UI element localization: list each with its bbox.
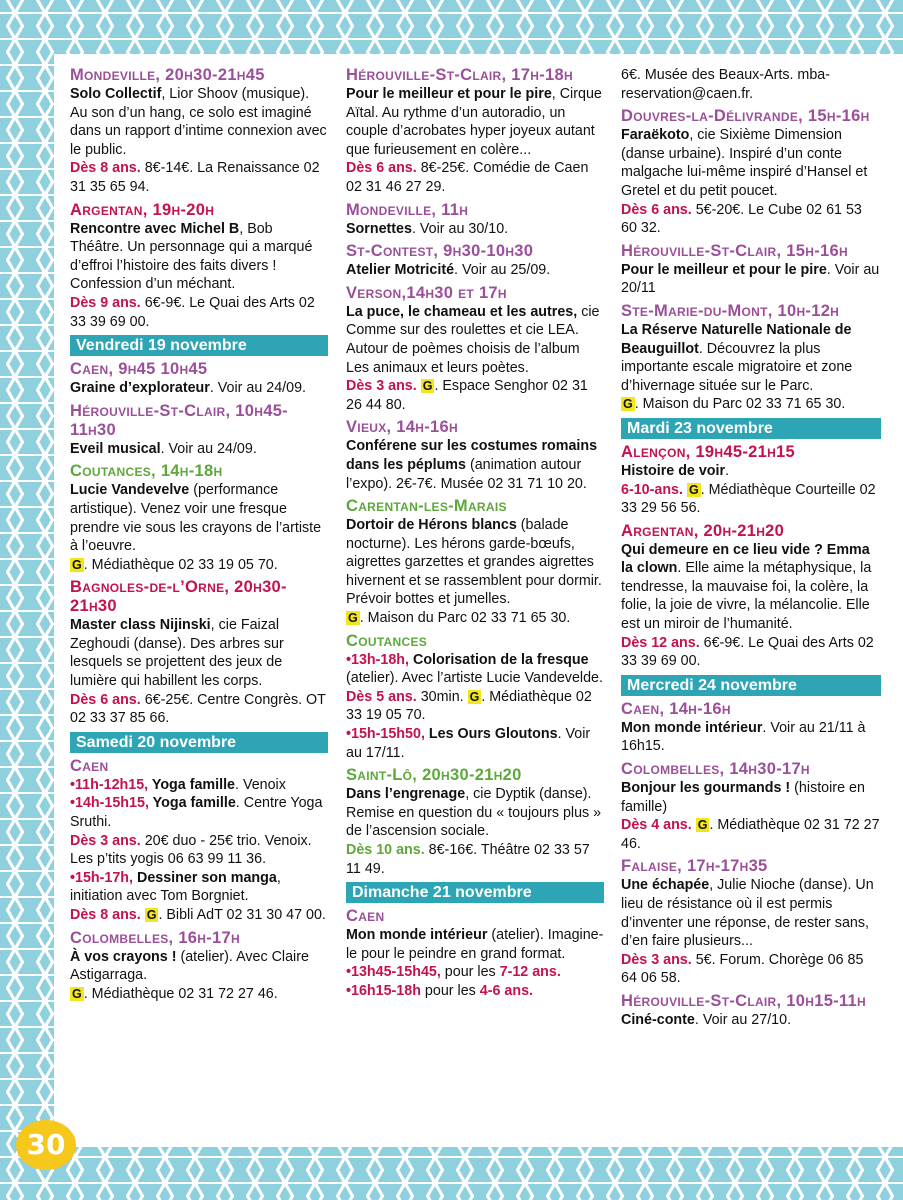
event-heading: Caen <box>70 756 109 775</box>
event-text <box>70 481 328 574</box>
event-description: , Bob Théâtre. Un personnage qui a marqué d’effroi l’histoire des faits divers ! Confession d’un méchant. <box>70 220 313 293</box>
event-info: 5€-20€. Le Cube 02 61 53 60 32. <box>621 201 862 237</box>
event-description: . Venoix <box>235 776 286 793</box>
event-text <box>621 541 881 671</box>
event-title: Yoga famille <box>148 776 235 793</box>
event-title: Graine d’explorateur <box>70 380 210 397</box>
event-entry <box>621 522 881 671</box>
event-heading: Caen <box>346 907 385 926</box>
age-label: Dès 3 ans. <box>346 378 417 395</box>
event-title: Bonjour les gourmands ! <box>621 780 791 797</box>
event-heading: Caen, 9h45 10h45 <box>70 360 208 379</box>
day-header-saturday: Samedi 20 novembre <box>70 732 328 753</box>
event-text <box>621 126 881 238</box>
event-entry <box>621 242 881 298</box>
agenda-page <box>54 54 903 1147</box>
age-label: Dès 10 ans. <box>346 842 425 858</box>
event-description: , Julie Nioche (danse). Un lieu de résistance où il est permis d’inventer une réponse, de rester sans, d’en faire plusieurs... <box>621 877 874 950</box>
event-heading: Alençon, 19h45-21h15 <box>621 442 795 461</box>
event-info: . Maison du Parc 02 33 71 65 30. <box>359 610 571 627</box>
event-info: . Médiathèque 02 33 19 05 70. <box>83 556 278 573</box>
event-title: Atelier Motricité <box>346 262 455 279</box>
event-text <box>346 785 604 878</box>
event-description: . Voir au 25/09. <box>454 262 551 279</box>
event-text <box>346 926 604 1000</box>
event-title: Sornettes <box>346 220 412 237</box>
event-text <box>621 321 881 414</box>
event-entry <box>346 242 604 280</box>
event-description: . Centre Yoga Sruthi. <box>70 795 323 831</box>
event-description: . Voir au 27/10. <box>694 1011 792 1028</box>
event-entry <box>621 107 881 238</box>
event-title: Histoire de voir <box>621 462 726 479</box>
event-text <box>346 651 604 763</box>
event-text <box>70 440 328 459</box>
age-label: Dès 6 ans. <box>70 691 141 708</box>
event-info: 8€-16€. Théâtre 02 33 57 11 49. <box>346 842 590 877</box>
free-badge: G <box>697 818 708 833</box>
event-heading: Coutances, 14h-18h <box>70 462 223 481</box>
event-info: . Maison du Parc 02 33 71 65 30. <box>634 396 846 413</box>
age-label: Dès 3 ans. <box>70 832 141 849</box>
free-badge: G <box>688 482 699 497</box>
event-description: (histoire en famille) <box>621 780 865 815</box>
event-entry <box>70 360 328 398</box>
age-label: Dès 4 ans. <box>621 817 692 834</box>
event-text <box>346 303 604 415</box>
event-title: Les Ours Gloutons <box>424 726 558 743</box>
event-title: Pour le meilleur et pour le pire <box>346 86 552 102</box>
free-badge: G <box>146 908 157 922</box>
page-number-badge: 30 <box>16 1120 76 1170</box>
event-description: , initiation avec Tom Borgniet. <box>70 869 281 905</box>
event-entry <box>346 284 604 415</box>
event-text <box>621 462 881 518</box>
event-entry <box>70 66 328 197</box>
event-text <box>621 1011 881 1030</box>
event-description: . Découvrez la plus importante escale migratoire et zone d’hivernage située sur le Parc. <box>621 340 853 394</box>
event-heading: Mondeville, 20h30-21h45 <box>70 66 265 84</box>
age-label: Dès 6 ans. <box>621 201 692 218</box>
event-title: Faraëkoto <box>621 127 690 144</box>
event-info: 6€-9€. Le Quai des Arts 02 33 39 69 00. <box>621 634 874 670</box>
time-bullet: •14h-15h15, <box>70 795 149 812</box>
event-entry <box>621 760 881 853</box>
event-info: . Médiathèque 02 31 72 27 46. <box>621 817 880 852</box>
event-entry <box>346 66 604 197</box>
event-heading: Argentan, 20h-21h20 <box>621 521 785 540</box>
event-title: Yoga famille <box>148 795 236 812</box>
event-description: . Voir au 24/09. <box>160 440 257 457</box>
event-description: . <box>725 462 730 479</box>
event-description: , cie Dyptik (danse). Remise en question du « toujours plus » de l’ascension sociale. <box>346 786 602 840</box>
free-badge: G <box>422 379 433 394</box>
event-title: Une échapée <box>621 877 710 894</box>
event-entry <box>346 418 604 493</box>
event-info: 30min. <box>416 688 468 705</box>
event-heading: Coutances <box>346 631 428 650</box>
column-1 <box>70 66 328 1007</box>
event-info: 5€. Forum. Chorège 06 85 64 06 58. <box>621 951 864 987</box>
event-description: . Voir au 30/10. <box>411 220 509 237</box>
free-badge: G <box>72 986 82 1001</box>
event-heading: Falaise, 17h-17h35 <box>621 857 768 876</box>
event-text <box>621 719 881 756</box>
event-heading: Ste-Marie-du-Mont, 10h-12h <box>621 301 840 320</box>
event-title: Mon monde intérieur <box>621 719 763 736</box>
event-title: Pour le meilleur et pour le pire <box>621 261 827 278</box>
event-info: 8€-25€. Comédie de Caen 02 31 46 27 29. <box>346 160 589 195</box>
time-bullet: •13h-18h, <box>346 651 410 668</box>
event-text <box>70 379 328 398</box>
event-description: . Voir au 24/09. <box>209 380 307 397</box>
free-badge: G <box>469 689 480 704</box>
event-description: , cie Sixième Dimension (danse urbaine). Inspiré d’un conte malgache lui-même inspiré d’Hansel et Gretel et du petit poucet. <box>621 127 868 199</box>
event-heading: Argentan, 19h-20h <box>70 200 215 219</box>
age-label: Dès 8 ans. <box>70 907 141 923</box>
time-bullet: •15h-15h50, <box>346 726 425 743</box>
event-heading: Vieux, 14h-16h <box>346 418 458 437</box>
event-heading: Hérouville-St-Clair, 10h45-11h30 <box>70 401 288 439</box>
event-text <box>346 437 604 493</box>
event-text <box>70 948 328 1004</box>
continued-text: 6€. Musée des Beaux-Arts. mba-reservation@caen.fr. <box>621 67 830 102</box>
event-description: , cie Faizal Zeghoudi (danse). Des arbres sur lesquels se projettent des jeux de lumière qui habillent les corps. <box>70 617 284 690</box>
age-label: Dès 12 ans. <box>621 634 700 651</box>
event-heading: Colombelles, 16h-17h <box>70 928 240 947</box>
event-title: Qui demeure en ce lieu vide ? Emma la clown <box>621 541 870 577</box>
event-text <box>621 876 881 988</box>
event-entry <box>346 766 604 878</box>
age-label: Dès 9 ans. <box>70 294 141 311</box>
event-entry <box>621 443 881 518</box>
age-label: 6-10-ans. <box>621 481 683 498</box>
event-title: La puce, le chameau et les autres, <box>346 303 578 320</box>
age-label: 4-6 ans. <box>479 982 534 999</box>
event-heading: Saint-Lô, 20h30-21h20 <box>346 766 522 785</box>
event-description: (balade nocturne). Les hérons garde-bœufs, aigrettes garzettes et grandes aigrettes hivernent et se rassemblent pour dormir. Prévoir bottes et jumelles. <box>346 517 602 608</box>
event-text <box>621 779 881 853</box>
event-heading: Douvres-la-Délivrande, 15h-16h <box>621 107 870 126</box>
day-header-wednesday: Mercredi 24 novembre <box>621 675 881 696</box>
event-title: Mon monde intérieur <box>346 927 488 944</box>
event-description: , Cirque Aïtal. Au rythme d’un autoradio, un couple d’acrobates hyper joyeux autant que furieusement en colère... <box>346 86 602 158</box>
event-heading: Verson,14h30 et 17h <box>346 283 507 302</box>
event-description: (animation autour l’expo). 2€-7€. Musée 02 31 71 10 20. <box>346 456 587 492</box>
event-text <box>346 220 604 239</box>
event-description: cie Comme sur des roulettes et cie LEA. Autour de poèmes choisis de l’album Les animaux et leurs poètes. <box>346 303 600 376</box>
free-badge: G <box>72 557 82 572</box>
event-title: Eveil musical <box>70 440 161 457</box>
time-bullet: •11h-12h15, <box>70 776 149 793</box>
event-heading: Hérouville-St-Clair, 17h-18h <box>346 66 573 84</box>
event-title: Solo Collectif <box>70 86 162 102</box>
event-text <box>621 261 881 298</box>
event-entry <box>346 632 604 763</box>
event-info: . Bibli AdT 02 31 30 47 00. <box>158 907 326 923</box>
event-text <box>70 85 328 197</box>
event-entry <box>621 857 881 988</box>
event-text <box>70 616 328 728</box>
event-text <box>70 776 328 925</box>
column-3 <box>621 66 881 1034</box>
event-title: Colorisation de la fresque <box>409 651 589 668</box>
age-label: Dès 3 ans. <box>621 951 692 968</box>
event-title: Dessiner son manga <box>133 869 277 886</box>
event-info: 6€-9€. Le Quai des Arts 02 33 39 69 00. <box>70 294 315 330</box>
event-description: (atelier). Imagine-le pour le peindre en grand format. <box>346 927 604 962</box>
event-info: . Espace Senghor 02 31 26 44 80. <box>346 378 588 413</box>
event-text <box>346 516 604 628</box>
event-description: , Lior Shoov (musique). Au son d’un hang, ce solo est imaginé dans un rapport d’intime connexion avec le public. <box>70 86 327 158</box>
event-entry <box>621 302 881 414</box>
event-title: Dortoir de Hérons blancs <box>346 517 517 534</box>
event-entry <box>346 907 604 1000</box>
time-bullet: •15h-17h, <box>70 869 134 886</box>
event-title: La Réserve Naturelle Nationale de Beauguillot <box>621 321 852 357</box>
event-entry <box>346 201 604 239</box>
free-badge: G <box>348 611 358 626</box>
day-header-sunday: Dimanche 21 novembre <box>346 882 604 903</box>
event-info: 20€ duo - 25€ trio. Venoix. Les p’tits yogis 06 63 99 11 36. <box>70 832 312 868</box>
age-label: Dès 6 ans. <box>346 160 417 177</box>
event-title: Dans l’engrenage <box>346 786 466 803</box>
column-2 <box>346 66 604 1005</box>
event-entry <box>346 497 604 628</box>
event-info: . Médiathèque 02 33 19 05 70. <box>346 688 592 724</box>
event-description: . Voir au 17/11. <box>346 726 591 761</box>
event-heading: Hérouville-St-Clair, 10h15-11h <box>621 991 866 1010</box>
event-info: . Médiathèque Courteille 02 33 29 56 56. <box>621 481 876 517</box>
event-description: (atelier). Avec Claire Astigarraga. <box>70 948 309 984</box>
event-entry <box>70 929 328 1004</box>
day-header-tuesday: Mardi 23 novembre <box>621 418 881 439</box>
event-entry <box>621 700 881 756</box>
free-badge: G <box>623 397 633 412</box>
event-heading: Carentan-les-Marais <box>346 497 507 516</box>
event-description: (atelier). Avec l’artiste Lucie Vandevelde. <box>346 670 603 687</box>
event-heading: Caen, 14h-16h <box>621 699 731 718</box>
event-text <box>70 220 328 332</box>
event-title: Master class Nijinski <box>70 617 211 634</box>
day-header-friday: Vendredi 19 novembre <box>70 335 328 356</box>
event-heading: St-Contest, 9h30-10h30 <box>346 242 534 261</box>
event-entry <box>70 462 328 574</box>
event-entry <box>70 578 328 728</box>
age-label: 7-12 ans. <box>499 964 561 981</box>
event-description: pour les <box>420 982 480 999</box>
event-description: . Voir au 21/11 à 16h15. <box>621 719 866 755</box>
event-entry <box>70 757 328 925</box>
event-description: pour les <box>440 964 500 981</box>
age-label: Dès 8 ans. <box>70 160 141 177</box>
time-bullet: •13h45-15h45, <box>346 964 441 981</box>
event-description: . Voir au 20/11 <box>621 261 880 297</box>
event-title: À vos crayons ! <box>70 948 177 965</box>
event-title: Ciné-conte <box>621 1011 695 1028</box>
event-heading: Mondeville, 11h <box>346 200 469 219</box>
time-bullet: •16h15-18h <box>346 982 421 999</box>
event-description: . Elle aime la métaphysique, la tendresse, la mauvaise foi, la colère, la folie, la joie de vivre, la mélancolie. Elle est un miroir de l’humanité. <box>621 560 872 633</box>
age-label: Dès 5 ans. <box>346 688 417 705</box>
event-heading: Bagnoles-de-l’Orne, 20h30-21h30 <box>70 578 287 616</box>
event-text <box>346 261 604 280</box>
event-title: Lucie Vandevelve <box>70 482 190 499</box>
event-heading: Hérouville-St-Clair, 15h-16h <box>621 241 848 260</box>
event-text <box>346 85 604 197</box>
event-info: . Médiathèque 02 31 72 27 46. <box>83 985 278 1002</box>
event-heading: Colombelles, 14h30-17h <box>621 760 810 779</box>
event-info: 6€-25€. Centre Congrès. OT 02 33 37 85 66. <box>70 691 326 727</box>
event-entry <box>621 992 881 1030</box>
event-entry <box>70 201 328 332</box>
event-description: (performance artistique). Venez voir une fresque prendre vie sous les crayons de l’artiste à l’oeuvre. <box>70 482 322 555</box>
event-title: Rencontre avec Michel B <box>70 220 240 237</box>
event-entry <box>70 402 328 459</box>
event-title: Conférene sur les costumes romains dans les péplums <box>346 438 598 473</box>
event-info: 8€-14€. La Renaissance 02 31 35 65 94. <box>70 160 320 195</box>
